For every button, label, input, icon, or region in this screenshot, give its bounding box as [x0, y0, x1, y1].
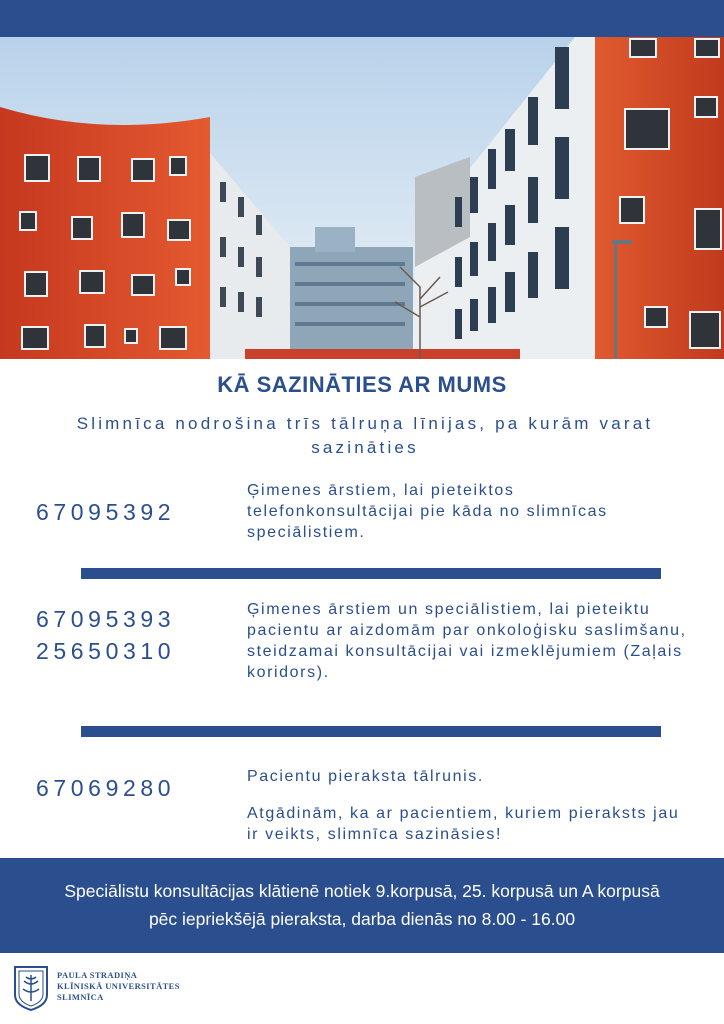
section-divider [81, 568, 661, 579]
hospital-logo-text: PAULA STRADIŅA KLĪNISKĀ UNIVERSITĀTES SLIMNĪCA [57, 970, 180, 1002]
contact-reminder: Atgādinām, ka ar pacientiem, kuriem pieraksts jau ir veikts, slimnīca sazināsies! [247, 805, 680, 843]
phone-number[interactable]: 25650310 [36, 638, 176, 664]
notice-line: Speciālistu konsultācijas klātienē notiek 9.korpusā, 25. korpusā un A korpusā [64, 881, 660, 901]
hospital-buildings-photo [0, 37, 724, 359]
hospital-logo-icon [13, 965, 49, 1011]
phone-number[interactable]: 67095392 [36, 499, 176, 525]
contact-description: Ģimenes ārstiem, lai pieteiktos telefonkonsultācijai pie kāda no slimnīcas speciālistiem. [247, 482, 608, 541]
phone-number[interactable]: 67069280 [36, 775, 176, 801]
contact-description: Ģimenes ārstiem un speciālistiem, lai pieteiktu pacientu ar aizdomām par onkoloģisku saslimšanu, steidzamai konsultācijai vai izmeklējumiem (Zaļais koridors). [247, 601, 687, 681]
consultation-notice [0, 858, 724, 953]
contact-description: Pacientu pieraksta tālrunis. [247, 768, 484, 785]
page-subtitle: Slimnīca nodrošina trīs tālruņa līnijas, pa kurām varat sazināties [76, 414, 654, 457]
page-title: KĀ SAZINĀTIES AR MUMS [217, 372, 507, 397]
phone-number[interactable]: 67095393 [36, 606, 176, 632]
top-banner [0, 0, 724, 37]
notice-line: pēc iepriekšējā pieraksta, darba dienās no 8.00 - 16.00 [148, 909, 576, 929]
section-divider [81, 726, 661, 737]
